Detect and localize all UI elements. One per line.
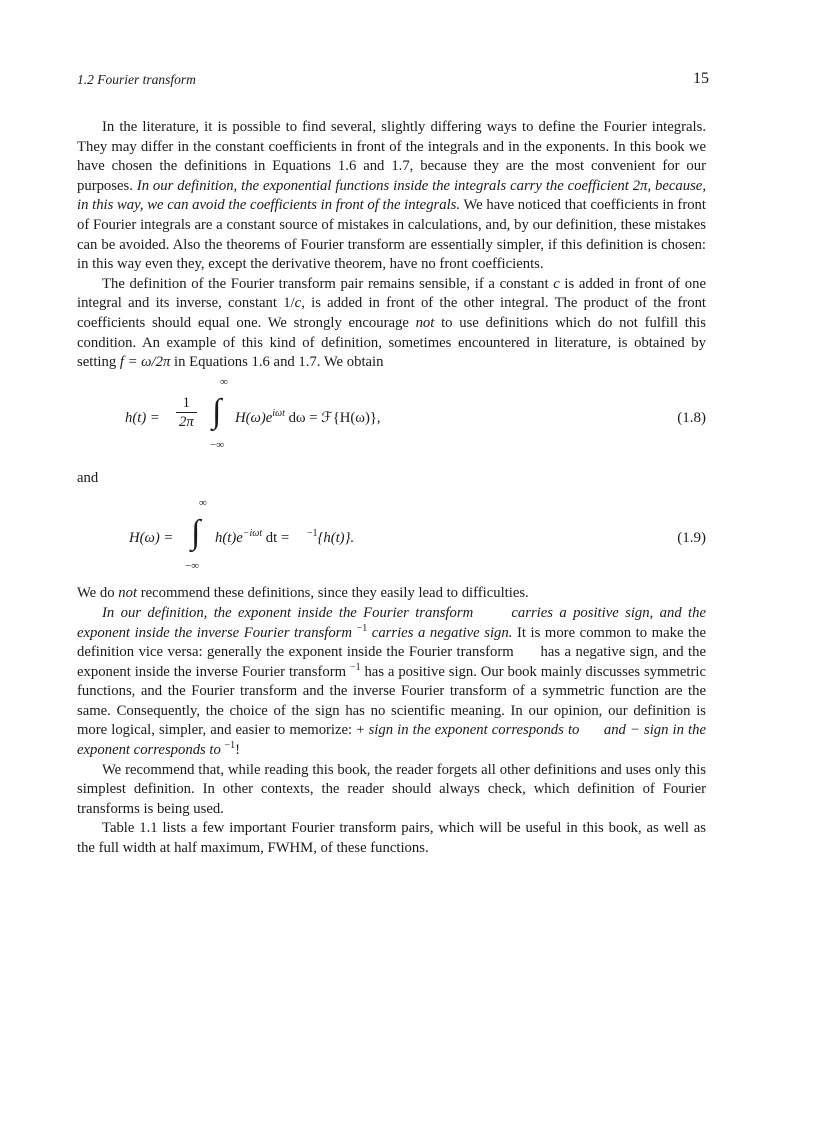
text: ! xyxy=(235,742,241,759)
text: We have noticed that coefficients in front of Fourier integrals are a constant source of mistakes in calculations, and, by our definition, these mistakes can be avoided. Also the theorems of Fourier transform are essentially simpler, if this definition is chosen: in this way even they, except the derivative theorem, have no front coefficients. xyxy=(77,197,706,273)
equation-number: (1.8) xyxy=(677,409,706,426)
eq18-tail: dω = ℱ{H(ω)}, xyxy=(284,409,381,426)
integrand: h(t)e xyxy=(215,530,243,547)
text: The definition of the Fourier transform pair remains sensible, if a constant xyxy=(102,275,554,292)
connector-and: and xyxy=(77,469,99,486)
emphasis: not xyxy=(118,585,138,602)
text: to use definitions which do not fulfill this condition. An example of this kind of definition, sometimes encountered in literature, is obtained by setting xyxy=(77,314,706,371)
text: , is added in front of the other integral. The product of the front coefficients should equal one. We strongly encourage xyxy=(77,295,706,331)
eq19-tail: {h(t)}. xyxy=(317,530,355,547)
eq19-tail: dt = xyxy=(262,530,293,547)
fraction-numerator: 1 xyxy=(176,394,197,413)
integrand: H(ω)e xyxy=(235,409,273,426)
exponent: iωt xyxy=(272,407,285,419)
equation-1-9 xyxy=(77,488,706,584)
text: in Equations 1.6 and 1.7. We obtain xyxy=(170,354,384,371)
math-var: c xyxy=(294,295,302,312)
eq19-upper-limit: ∞ xyxy=(199,497,207,510)
emphasis: In our definition, the exponent inside the Fourier transform carries a positive sign, and the exponent inside the inverse Fourier transform xyxy=(77,604,710,641)
eq18-fraction xyxy=(176,394,197,431)
exponent: −iωt xyxy=(242,528,263,540)
math-var: c xyxy=(553,275,560,292)
text: has a positive sign. Our book mainly discusses symmetric functions, and the Fourier transform and the inverse Fourier transform of a symmetric function are the same. Consequently, the choice of the sign has no scientific meaning. In our opinion, our definition is more logical, simpler, and easier to memorize: + xyxy=(77,663,706,739)
eq18-upper-limit: ∞ xyxy=(220,375,228,388)
emphasis: carries a negative sign. xyxy=(367,624,513,641)
paragraph-5: We recommend that, while reading this book, the reader forgets all other definitions and uses only this simplest definition. In other contexts, the reader should always check, which definition of Fourier transforms is being used. xyxy=(77,761,706,817)
superscript: −1 xyxy=(349,661,361,673)
eq19-lhs: H(ω) = xyxy=(129,530,174,547)
paragraph-1 xyxy=(77,118,706,275)
integral-sign: ∫ xyxy=(212,392,222,430)
integral-sign: ∫ xyxy=(191,514,201,552)
text: It is more common to make the definition vice versa: generally the exponent inside the Fourier transform has a negative sign, and the exponent inside the inverse Fourier transform xyxy=(77,624,710,680)
paragraph-3 xyxy=(77,584,706,604)
text: is added in front of one integral and its inverse, constant 1/ xyxy=(77,275,706,312)
paragraph-2 xyxy=(77,275,706,373)
equation-number: (1.9) xyxy=(677,530,706,547)
text: recommend these definitions, since they easily lead to difficulties. xyxy=(137,585,529,602)
paragraph-6: Table 1.1 lists a few important Fourier transform pairs, which will be useful in this book, as well as the full width at half maximum, FWHM, of these functions. xyxy=(77,820,706,857)
equation-1-8 xyxy=(77,373,706,469)
eq18-lhs: h(t) = xyxy=(125,409,160,426)
emphasis: not xyxy=(415,314,435,331)
body-text xyxy=(77,118,710,859)
eq19-lower-limit: −∞ xyxy=(185,560,200,573)
inverse-superscript: −1 xyxy=(306,528,318,540)
fraction-denominator: 2π xyxy=(179,413,194,430)
math-inline: f = ω/2π xyxy=(119,354,171,371)
text: We do xyxy=(77,585,119,602)
text: In the literature, it is possible to find several, slightly differing ways to define the Fourier integrals. They may differ in the constant coefficients in front of the integrals and in the exponents. In this book we have chosen the definitions in Equations 1.6 and 1.7, because they are the most convenient for our purposes. xyxy=(77,119,706,194)
eq19-rhs xyxy=(215,529,354,549)
superscript: −1 xyxy=(356,622,368,634)
emphasis: In our definition, the exponential functions inside the integrals carry the coefficient 2π, because, in this way, we can avoid the coefficients in front of the integrals. xyxy=(77,177,706,214)
eq18-rhs xyxy=(235,409,381,429)
running-title: 1.2 Fourier transform xyxy=(77,72,196,87)
superscript: −1 xyxy=(224,740,236,752)
eq18-lower-limit: −∞ xyxy=(210,438,225,451)
paragraph-4 xyxy=(77,604,710,761)
emphasis: sign in the exponent corresponds to and − sign in the exponent corresponds to xyxy=(77,722,710,759)
page-number: 15 xyxy=(693,70,709,87)
